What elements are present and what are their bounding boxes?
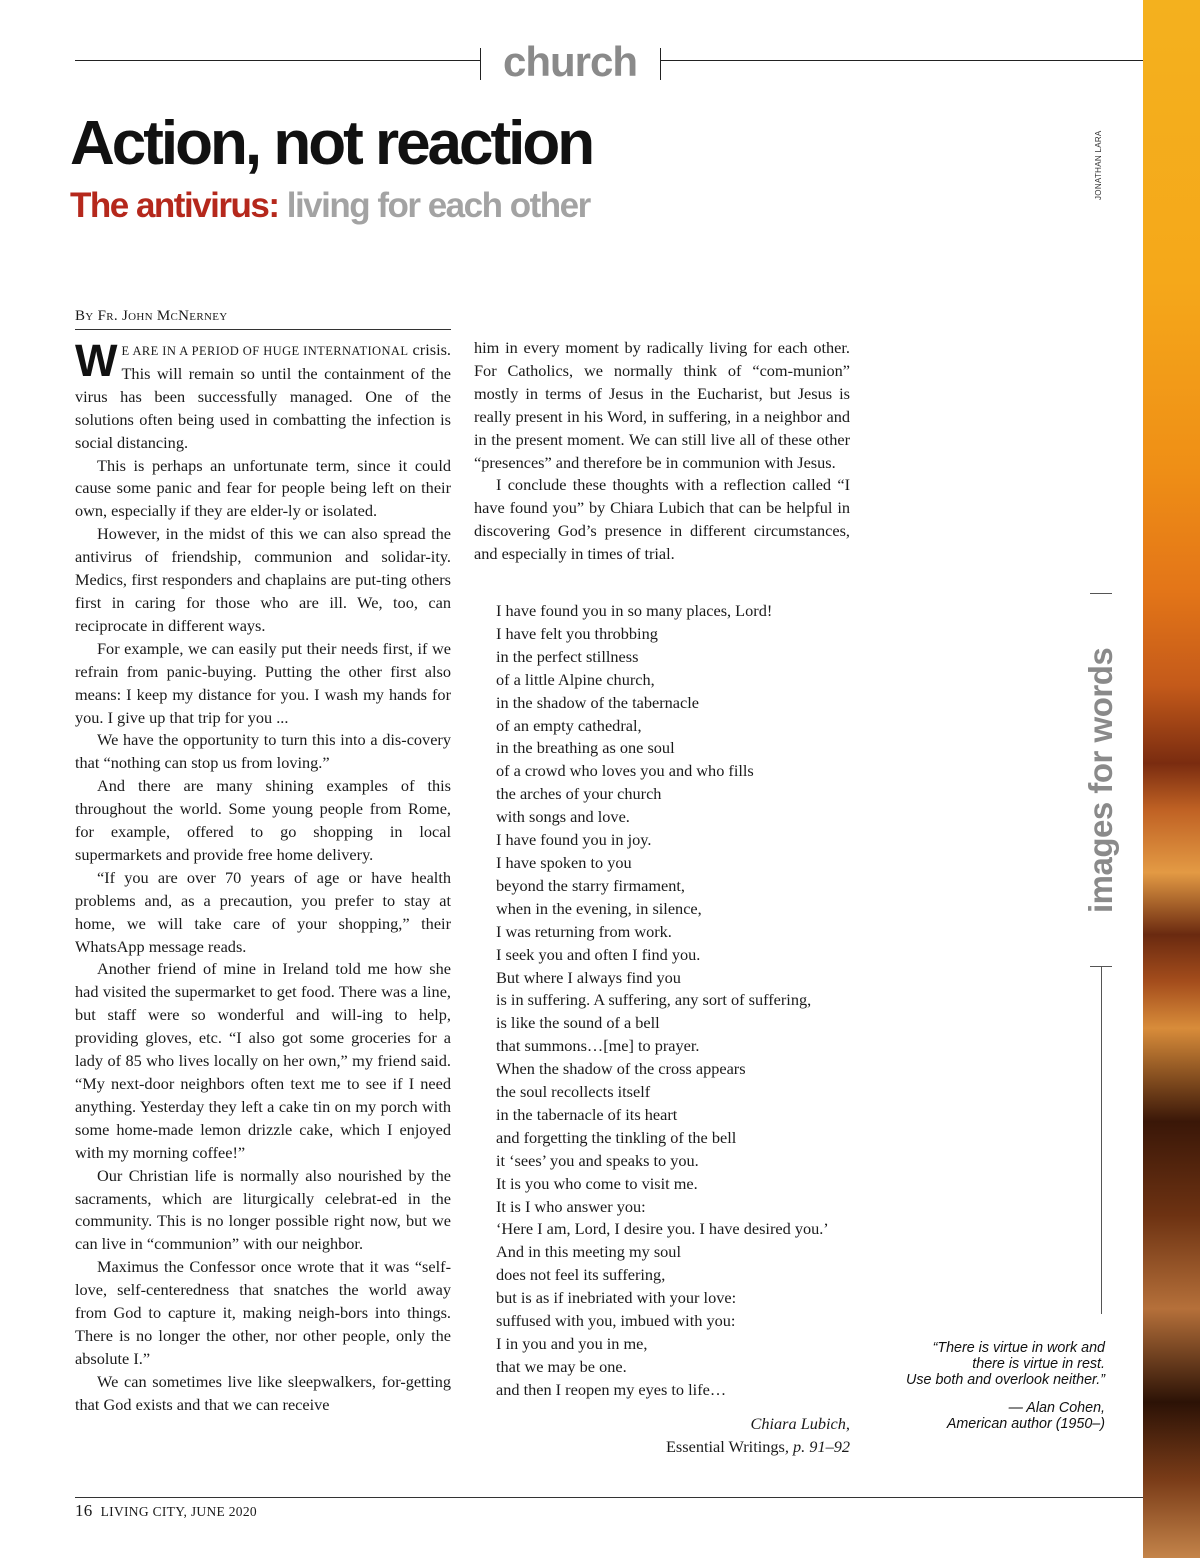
article-paragraph: “If you are over 70 years of age or have health problems and, as a precaution, you prefer to stay at home, we will take care of your shopping,” their WhatsApp message reads. [75,867,451,956]
poem-line: in the tabernacle of its heart [496,1104,678,1124]
poem-line: I have found you in joy. [496,830,652,850]
poem-line: of a little Alpine church, [496,669,655,689]
poem-line: ‘Here I am, Lord, I desire you. I have desired you.’ [496,1219,829,1239]
poem-line: suffused with you, imbued with you: [496,1311,736,1331]
article-column-1 [75,335,451,1417]
article-column-2 [474,337,850,566]
poem-line: I in you and you in me, [496,1334,648,1353]
poem-line: is like the sound of a bell [496,1013,660,1033]
subhead-rest: living for each other [286,186,590,225]
quote-line: Use both and overlook neither.” [906,1372,1105,1388]
sunset-photo [1143,0,1200,1558]
side-label-line [1101,966,1102,1314]
poem-line: But where I always find you [496,967,681,987]
poem-line: and then I reopen my eyes to life… [496,1379,727,1399]
quote-line: there is virtue in rest. [972,1356,1105,1372]
article-paragraph: However, in the midst of this we can also spread the antivirus of friendship, communion and solidar-ity. Medics, first responders and chaplains are put-ting others first in caring for those who are ill. We, too, can reciprocate in different ways. [75,524,451,635]
poem-line: I seek you and often I find you. [496,944,701,964]
poem-line: in the shadow of the tabernacle [496,692,699,712]
poem-line: And in this meeting my soul [496,1242,681,1262]
header-rule-right [661,60,1143,61]
article-paragraph: This is perhaps an unfortunate term, since it could cause some panic and fear for people being left on their own, especially if they are elder-ly or isolated. [75,455,451,521]
footer-rule [75,1497,1143,1498]
opening-smallcaps: E ARE IN A PERIOD OF HUGE INTERNATIONAL [121,344,409,358]
poem [496,600,866,1402]
poem-line: the soul recollects itself [496,1082,651,1102]
poem-line: I have found you in so many places, Lord! [496,601,773,620]
subhead-lead: The antivirus: [70,186,279,225]
page-number: 16 [75,1501,93,1520]
publication-line: LIVING CITY, JUNE 2020 [100,1504,257,1519]
quote-author-line: American author (1950–) [946,1416,1105,1432]
poem-line: It is you who come to visit me. [496,1173,698,1193]
article-paragraph: Our Christian life is normally also nourished by the sacraments, which are liturgically celebrat-ed in the community. This is no longer possible right now, but we can live in “communion” with our neighbor. [75,1165,451,1254]
article-paragraph [75,335,451,455]
subhead [70,186,590,226]
quote-line: “There is virtue in work and [932,1340,1105,1356]
poem-line: is in suffering. A suffering, any sort of suffering, [496,990,812,1010]
pull-quote [880,1340,1105,1388]
byline-rule [75,329,451,330]
poem-source: Essential Writings [665,1436,785,1456]
poem-line: when in the evening, in silence, [496,898,702,918]
article-paragraph: And there are many shining examples of this throughout the world. Some young people from Rome, for example, offered to go shopping in local supermarkets and provide free home delivery. [75,776,451,864]
poem-line: it ‘sees’ you and speaks to you. [496,1150,699,1170]
poem-attribution [560,1413,850,1459]
header-rule-tick-right [660,48,661,80]
poem-line: with songs and love. [496,807,630,827]
poem-line: but is as if inebriated with your love: [496,1288,737,1308]
article-paragraph: For example, we can easily put their needs first, if we refrain from panic-buying. Putting the other first also means: I keep my distance for you. I wash my hands for you. I give up that trip for you ... [75,638,451,727]
article-paragraph: We can sometimes live like sleepwalkers, for-getting that God exists and that we can receive [75,1371,451,1414]
poem-author: Chiara Lubich, [750,1414,850,1433]
article-paragraph: him in every moment by radically living for each other. For Catholics, we normally think of “com-munion” mostly in terms of Jesus in the Eucharist, but Jesus is really present in his Word, in suffering, in a neighbor and in the present moment. We can still live all of these other “presences” and therefore be in communion with Jesus. [474,338,850,472]
poem-line: of a crowd who loves you and who fills [496,761,754,781]
footer [75,1501,257,1521]
opening-text: crisis. This will remain so until the containment of the virus has been successfully managed. One of the solutions often being used in combatting the infection is social distancing. [75,340,451,452]
poem-line: the arches of your church [496,784,662,804]
side-label-text: images for words [1082,647,1119,913]
drop-cap: W [75,335,118,386]
article-paragraph: Another friend of mine in Ireland told me how she had visited the supermarket to get food. There was a line, but staff were so wonderful and will-ing to help, providing gloves, etc. “I also got some groceries for a lady of 85 who lives locally on her own,” my friend said. “My next-door neighbors often text me to see if I need anything. Yesterday they left a cake tin on my porch with some home-made lemon drizzle cake, which I enjoyed with my morning coffee!” [75,959,451,1162]
headline: Action, not reaction [70,109,593,178]
poem-line: When the shadow of the cross appears [496,1059,746,1079]
poem-line: beyond the starry firmament, [496,875,685,895]
poem-line: that summons…[me] to prayer. [496,1036,700,1056]
byline: By Fr. John McNerney [75,308,228,324]
poem-pages: , p. 91–92 [784,1436,850,1456]
quote-author [880,1400,1105,1432]
poem-line: I was returning from work. [496,921,672,941]
photo-credit: JONATHAN LARA [1094,130,1103,200]
header-rule-left [75,60,480,61]
poem-line: It is I who answer you: [496,1196,646,1216]
article-paragraph: Maximus the Confessor once wrote that it was “self-love, self-centeredness that snatches the world away from God to capture it, making neigh-bors into things. There is no longer the other, nor other people, only the absolute I.” [75,1257,451,1368]
article-paragraph: We have the opportunity to turn this into a dis-covery that “nothing can stop us from loving.” [75,730,451,773]
quote-author-line: — Alan Cohen, [1008,1400,1105,1416]
poem-line: in the breathing as one soul [496,738,675,758]
poem-line: does not feel its suffering, [496,1265,666,1285]
poem-line: in the perfect stillness [496,646,639,666]
section-tag: church [502,38,638,85]
poem-line: and forgetting the tinkling of the bell [496,1127,737,1147]
article-paragraph: I conclude these thoughts with a reflection called “I have found you” by Chiara Lubich that can be helpful in discovering God’s presence in different circumstances, and especially in times of trial. [474,475,850,564]
poem-line: I have felt you throbbing [496,623,658,643]
poem-line: of an empty cathedral, [496,715,642,735]
poem-line: that we may be one. [496,1356,627,1376]
poem-line: I have spoken to you [496,852,632,872]
side-label [1084,590,1118,970]
